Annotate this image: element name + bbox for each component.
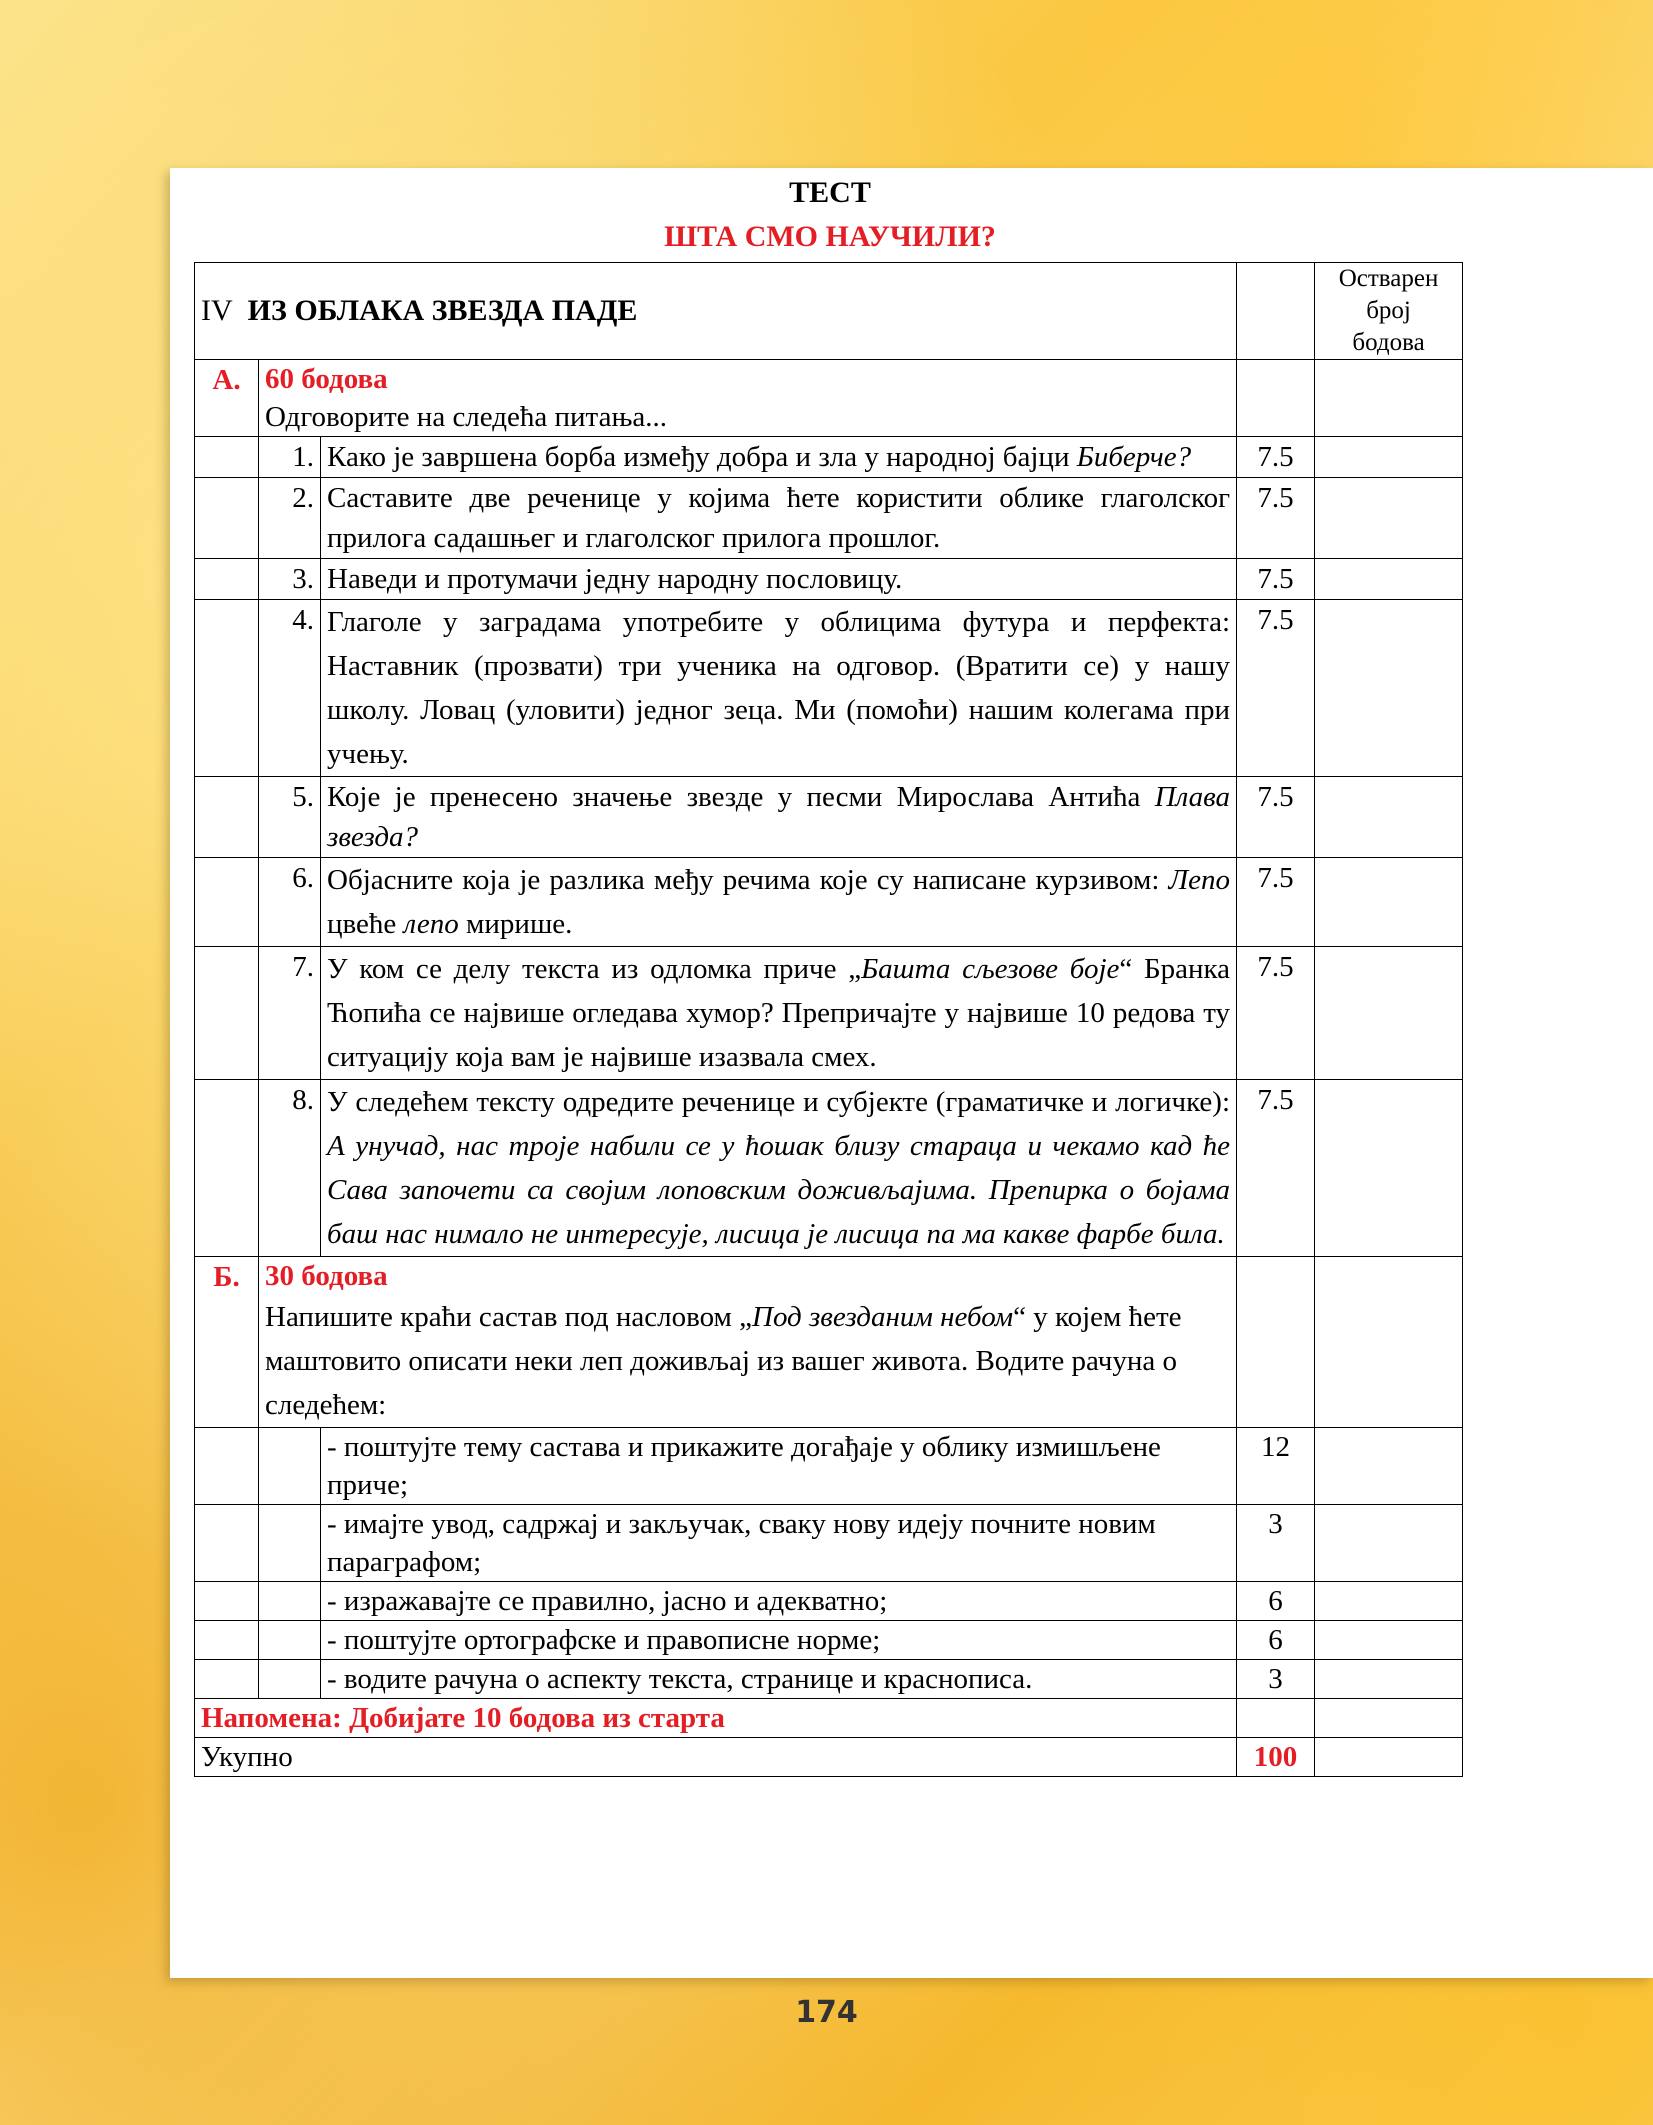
criterion-text: - изражавајте се правилно, јасно и адекватно; [321,1582,1237,1621]
test-table [194,262,1463,1777]
section-a-points: 60 бодова [265,363,388,395]
criterion-text: - водите рачуна о аспекту текста, странице и краснописа. [321,1660,1237,1699]
question-text: Како је завршена борба између добра и зла у народној бајци Биберче? [321,437,1237,478]
question-number: 4. [259,600,321,777]
question-points: 7.5 [1237,600,1315,777]
question-text: У ком се делу текста из одломка приче „Башта сљезове боје“ Бранка Ћопића се највише огледава хумор? Препричајте у највише 10 редова ту ситуацију која вам је највише изазвала смех. [321,947,1237,1080]
achieved-points-cell [1315,1428,1463,1505]
total-value: 100 [1237,1738,1315,1777]
section-b-points: 30 бодова [265,1260,388,1292]
criterion-text: - поштујте тему састава и прикажите догађаје у облику измишљене приче; [321,1428,1237,1505]
test-title: ТЕСТ [789,176,871,209]
note-row [195,1699,1463,1738]
question-row [195,559,1463,600]
table-header-row [195,263,1463,360]
total-label: Укупно [195,1738,1237,1777]
section-b-text [259,1257,1237,1428]
note-text: Напомена: Добијате 10 бодова из старта [195,1699,1237,1738]
criterion-points: 12 [1237,1428,1315,1505]
section-a-label: А. [195,360,259,437]
section-a-row [195,360,1463,437]
question-row [195,478,1463,559]
unit-number: IV [201,294,233,327]
section-a-text [259,360,1237,437]
criterion-points: 3 [1237,1505,1315,1582]
question-row [195,777,1463,858]
section-a-instruction: Одговорите на следећа питања... [265,401,668,433]
question-text: Објасните која је разлика међу речима које су написане курзивом: Лепо цвеће лепо мирише. [321,858,1237,947]
question-number: 8. [259,1080,321,1257]
criterion-row [195,1505,1463,1582]
question-number: 2. [259,478,321,559]
achieved-points-cell [1315,1621,1463,1660]
question-text: Саставите две реченице у којима ћете користити облике глаголског прилога садашњег и глаголског прилога прошлог. [321,478,1237,559]
question-number: 5. [259,777,321,858]
question-text: У следећем тексту одредите реченице и субјекте (граматичке и логичке): А унучад, нас троје набили се у ћошак близу стараца и чекамо кад ће Сава започети са својим лоповским доживљајима. Препирка о бојама баш нас нимало не интересује, лисица је лисица па ма какве фарбе била. [321,1080,1237,1257]
section-b-row [195,1257,1463,1428]
achieved-points-cell [1315,947,1463,1080]
achieved-points-cell [1315,858,1463,947]
achieved-points-cell [1315,1660,1463,1699]
criterion-points: 6 [1237,1582,1315,1621]
worksheet-page [170,168,1653,1978]
question-number: 6. [259,858,321,947]
question-points: 7.5 [1237,437,1315,478]
question-number: 7. [259,947,321,1080]
criterion-row [195,1582,1463,1621]
question-text: Које је пренесено значење звезде у песми Мирослава Антића Плава звезда? [321,777,1237,858]
achieved-points-cell [1315,777,1463,858]
page-number: 174 [795,1995,858,2030]
unit-title: ИЗ ОБЛАКА ЗВЕЗДА ПАДЕ [247,294,638,327]
achieved-points-cell [1315,478,1463,559]
total-row [195,1738,1463,1777]
criterion-text: - поштујте ортографске и правописне норме; [321,1621,1237,1660]
question-points: 7.5 [1237,478,1315,559]
achieved-points-cell [1315,1582,1463,1621]
question-text: Наведи и протумачи једну народну пословицу. [321,559,1237,600]
question-row [195,600,1463,777]
question-points: 7.5 [1237,1080,1315,1257]
criterion-row [195,1621,1463,1660]
question-number: 1. [259,437,321,478]
achieved-points-cell [1315,1080,1463,1257]
criterion-row [195,1660,1463,1699]
question-points: 7.5 [1237,559,1315,600]
achieved-total-cell [1315,1738,1463,1777]
achieved-points-cell [1315,437,1463,478]
achieved-points-cell [1315,1505,1463,1582]
achieved-points-header: Остварен број бодова [1315,263,1463,360]
question-row [195,1080,1463,1257]
unit-heading [195,263,1237,360]
criterion-points: 3 [1237,1660,1315,1699]
criterion-points: 6 [1237,1621,1315,1660]
question-points: 7.5 [1237,777,1315,858]
question-number: 3. [259,559,321,600]
criterion-text: - имајте увод, садржај и закључак, сваку нову идеју почните новим параграфом; [321,1505,1237,1582]
question-row [195,947,1463,1080]
question-points: 7.5 [1237,947,1315,1080]
achieved-points-cell [1315,600,1463,777]
criterion-row [195,1428,1463,1505]
question-text: Глаголе у заградама употребите у облицима футура и перфекта: Наставник (прозвати) три ученика на одговор. (Вратити се) у нашу школу. Ловац (уловити) једног зеца. Ми (помоћи) нашим колегама при учењу. [321,600,1237,777]
achieved-points-cell [1315,559,1463,600]
question-points: 7.5 [1237,858,1315,947]
section-b-label: Б. [195,1257,259,1428]
question-row [195,858,1463,947]
test-subtitle: ШТА СМО НАУЧИЛИ? [664,220,996,253]
section-b-instruction: Напишите краћи састав под насловом „Под звезданим небом“ у којем ћете маштовито описати неки леп доживљај из вашег живота. Водите рачуна о следећем: [265,1301,1182,1421]
question-row [195,437,1463,478]
